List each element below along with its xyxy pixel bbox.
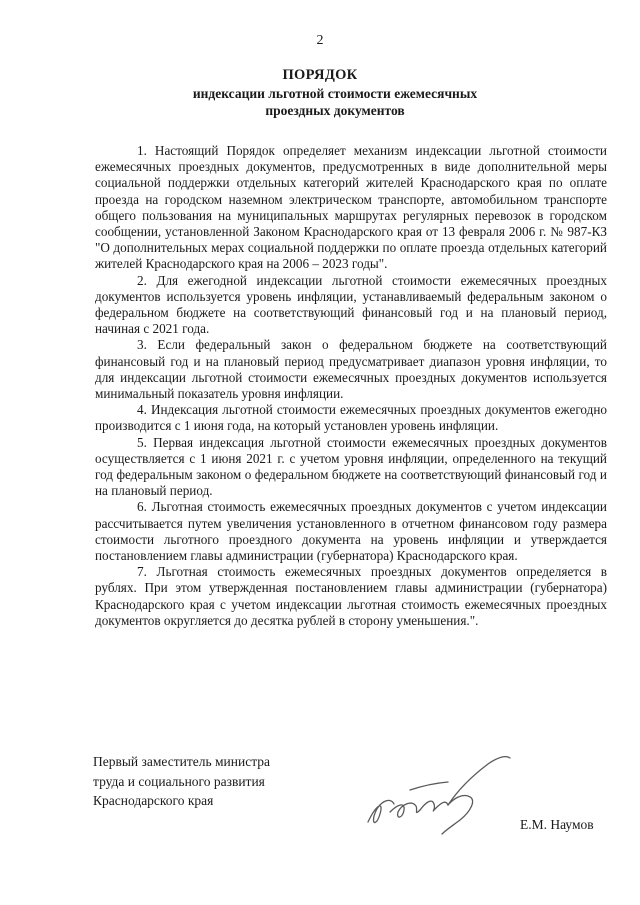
signatory-position-line-2: труда и социального развития xyxy=(93,773,265,789)
paragraph-3: 3. Если федеральный закон о федеральном бюджете на соответствующий финансовый год и на плановый период предусматривает диапазон уровня инфляции, то для индексации льготной стоимости ежемесячных проездных документов используется минимальный показатель уровня инфляции. xyxy=(95,337,607,402)
signatory-name: Е.М. Наумов xyxy=(520,817,594,832)
handwritten-signature xyxy=(350,750,520,840)
document-title: ПОРЯДОК xyxy=(282,67,358,83)
document-subtitle: индексации льготной стоимости ежемесячных проездных документов xyxy=(192,86,478,118)
signatory-position xyxy=(93,752,270,811)
signatory-position-line-1: Первый заместитель министра xyxy=(93,754,271,769)
paragraph-1: 1. Настоящий Порядок определяет механизм индексации льготной стоимости ежемесячных проездных документов, предусмотренных в виде дополнительной меры социальной поддержки отдельных категорий жителей Краснодарского края по оплате проезда на городском наземном электрическом транспорте, автомобильном транспорте общего пользования на муниципальных маршрутах регулярных перевозок в городском сообщении, установленной Законом Краснодарского края от 13 февраля 2006 г. № 987-КЗ "О дополнительных мерах социальной поддержки по оплате проезда отдельных категорий жителей Краснодарского края на 2006 – 2023 годы". xyxy=(95,143,607,272)
signatory-position-line-3: Краснодарского края xyxy=(93,793,214,808)
paragraph-4: 4. Индексация льготной стоимости ежемесячных проездных документов ежегодно производится с 1 июня года, на который установлен уровень инфляции. xyxy=(95,402,607,434)
paragraph-6: 6. Льготная стоимость ежемесячных проездных документов с учетом индексации рассчитывается путем увеличения установленного в отчетном финансовом году размера стоимости льготного проездного документа на уровень инфляции и утверждается постановлением главы администрации (губернатора) Краснодарского края. xyxy=(95,499,607,564)
paragraph-2: 2. Для ежегодной индексации льготной стоимости ежемесячных проездных документов используется уровень инфляции, устанавливаемый федеральным законом о федеральном бюджете на соответствующий финансовый год и на плановый период, начиная с 2021 года. xyxy=(95,272,607,337)
document-body xyxy=(95,143,607,629)
paragraph-7: 7. Льготная стоимость ежемесячных проездных документов определяется в рублях. При этом утвержденная постановлением главы администрации (губернатора) Краснодарского края с учетом индексации льготная стоимость ежемесячных проездных документов округляется до десятка рублей в сторону уменьшения.". xyxy=(95,564,607,628)
paragraph-5: 5. Первая индексация льготной стоимости ежемесячных проездных документов осуществляется с 1 июня 2021 г. с учетом уровня инфляции, определенного на текущий год федеральным законом о федеральном бюджете на соответствующий финансовый год и на плановый период. xyxy=(95,434,607,499)
page-number: 2 xyxy=(316,33,324,48)
